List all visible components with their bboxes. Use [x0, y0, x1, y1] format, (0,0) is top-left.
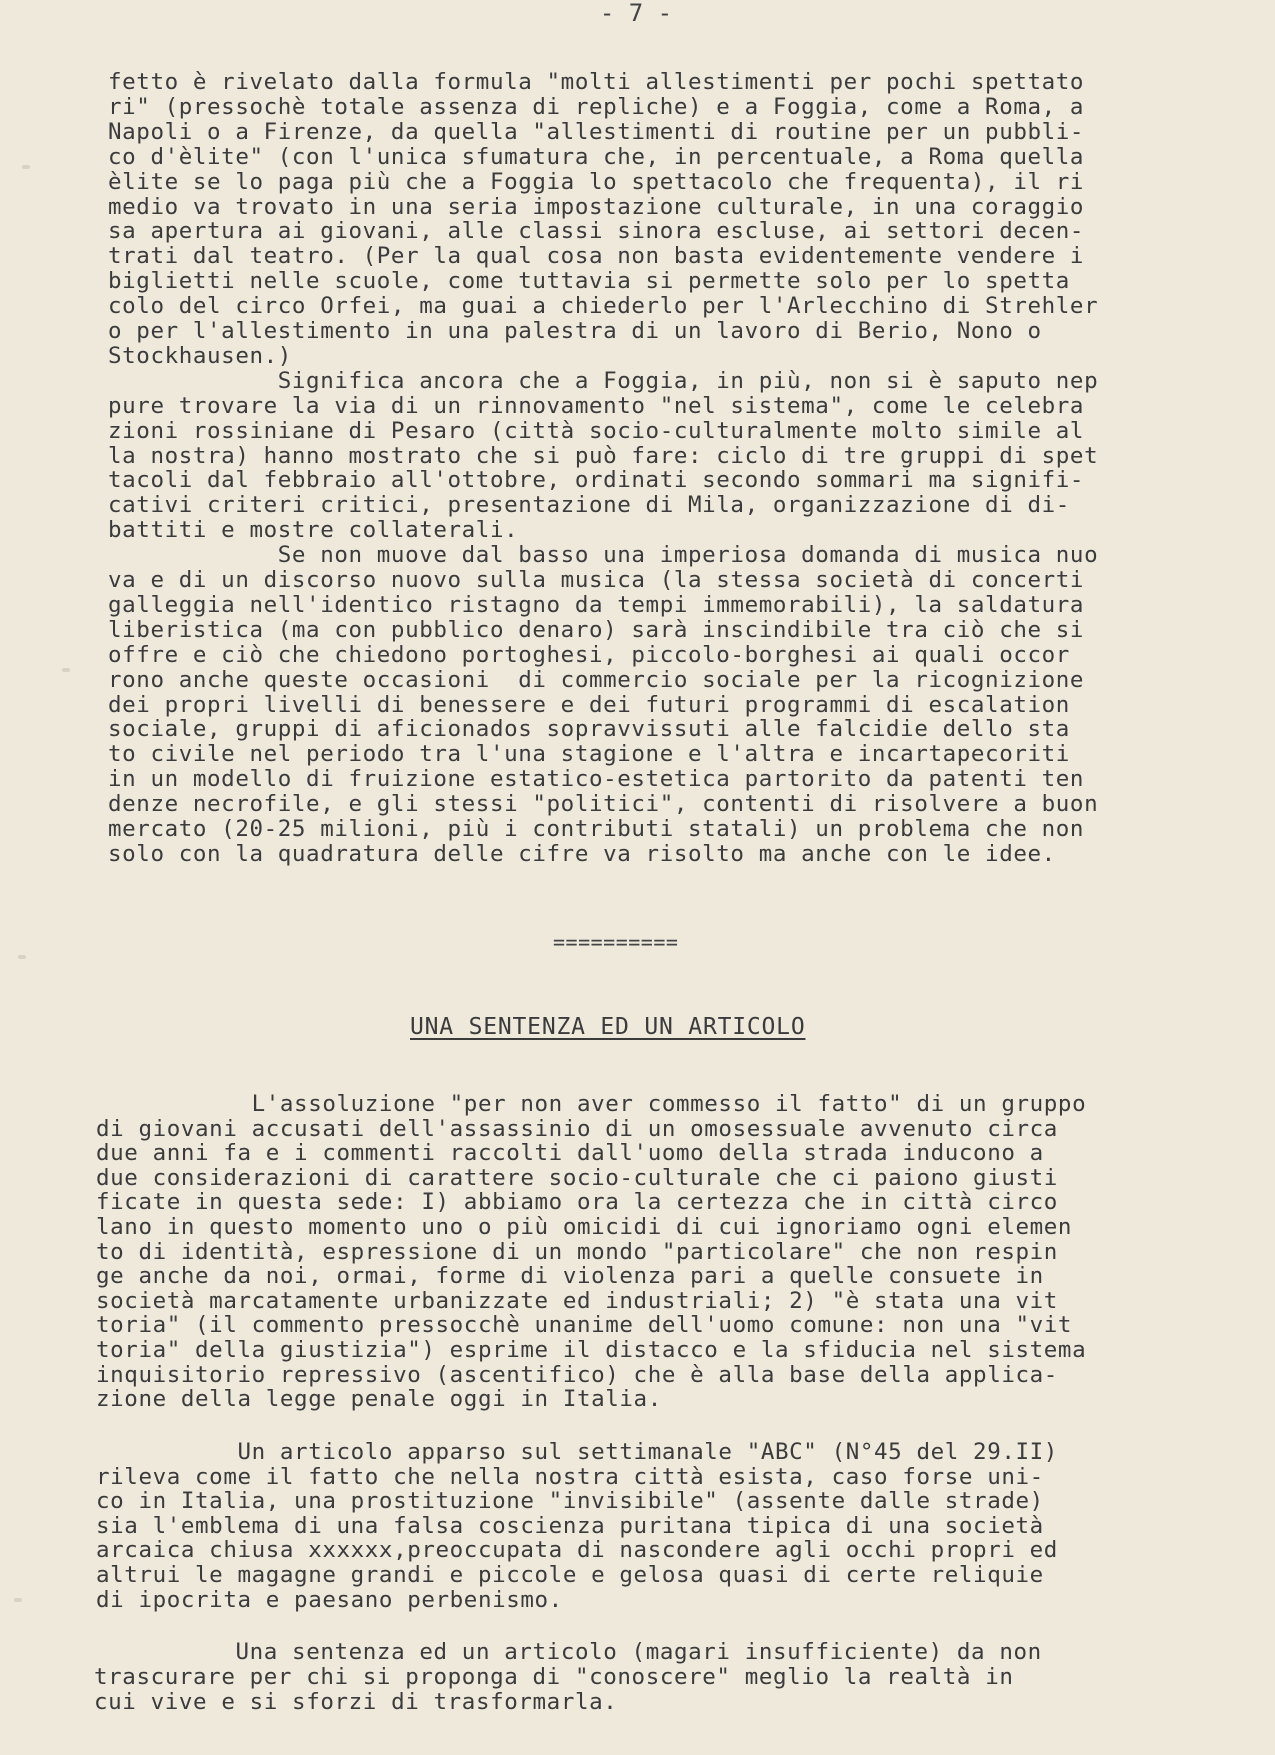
- text-line: Un articolo apparso sul settimanale "ABC" (N°45 del 29.II): [96, 1439, 1058, 1465]
- text-line: va e di un discorso nuovo sulla musica (la stessa società di concerti: [108, 567, 1085, 593]
- text-line: di ipocrita e paesano perbenismo.: [96, 1586, 563, 1613]
- text-line: inquisitorio repressivo (ascentifico) che è alla base della applica-: [96, 1361, 1058, 1388]
- text-line: o per l'allestimento in una palestra di un lavoro di Berio, Nono o: [108, 318, 1042, 344]
- text-line: sa apertura ai giovani, alle classi sinora escluse, ai settori decen-: [108, 218, 1085, 245]
- text-line: di giovani accusati dell'assassinio di un omosessuale avvenuto circa: [96, 1115, 1058, 1142]
- text-line: in un modello di fruizione estatico-estetica partorito da patenti ten: [108, 766, 1085, 793]
- text-line: Significa ancora che a Foggia, in più, non si è saputo nep: [108, 367, 1099, 394]
- text-line: colo del circo Orfei, ma guai a chiederlo per l'Arlecchino di Strehler: [108, 293, 1099, 320]
- punch-mark: [22, 165, 30, 169]
- text-line: ri" (pressochè totale assenza di repliche) e a Foggia, come a Roma, a: [108, 93, 1085, 120]
- text-line: la nostra) hanno mostrato che si può fare: ciclo di tre gruppi di spet: [108, 442, 1099, 469]
- text-line: L'assoluzione "per non aver commesso il fatto" di un gruppo: [96, 1091, 1087, 1117]
- text-line: toria" (il commento pressocchè unanime dell'uomo comune: non una "vit: [96, 1312, 1073, 1339]
- text-line: lano in questo momento uno o più omicidi di cui ignoriamo ogni elemen: [96, 1214, 1073, 1240]
- text-line: liberistica (ma con pubblico denaro) sarà inscindibile tra ciò che si: [108, 616, 1085, 643]
- text-line: cui vive e si sforzi di trasformarla.: [94, 1689, 618, 1715]
- text-line: altrui le magagne grandi e piccole e gelosa quasi di certe reliquie: [96, 1562, 1044, 1588]
- text-line: solo con la quadratura delle cifre va risolto ma anche con le idee.: [108, 840, 1056, 867]
- text-line: trascurare per chi si proponga di "conoscere" meglio la realtà in: [94, 1664, 1014, 1690]
- text-line: to di identità, espressione di un mondo "particolare" che non respin: [96, 1238, 1058, 1265]
- text-line: zione della legge penale oggi in Italia.: [96, 1386, 662, 1413]
- text-line: rono anche queste occasioni di commercio sociale per la ricognizione: [108, 666, 1085, 693]
- text-line: due anni fa e i commenti raccolti dall'uomo della strada inducono a: [96, 1140, 1044, 1167]
- page-number: - 7 -: [599, 0, 673, 27]
- text-line: galleggia nell'identico ristagno da tempi immemorabili), la saldatura: [108, 591, 1085, 618]
- text-line: offre e ciò che chiedono portoghesi, piccolo-borghesi ai quali occor: [108, 641, 1070, 668]
- text-line: Se non muove dal basso una imperiosa domanda di musica nuo: [108, 542, 1099, 569]
- text-line: Napoli o a Firenze, da quella "allestimenti di routine per un pubbli-: [108, 118, 1085, 145]
- text-line: dei propri livelli di benessere e dei futuri programmi di escalation: [108, 691, 1070, 718]
- text-line: co d'èlite" (con l'unica sfumatura che, in percentuale, a Roma quella: [108, 143, 1085, 170]
- text-line: battiti e mostre collaterali.: [108, 517, 519, 544]
- text-line: rileva come il fatto che nella nostra città esista, caso forse uni-: [96, 1463, 1044, 1490]
- text-line: fetto è rivelato dalla formula "molti allestimenti per pochi spettato: [108, 69, 1085, 95]
- text-line: toria" della giustizia") esprime il distacco e la sfiducia nel sistema: [96, 1337, 1087, 1363]
- text-line: ge anche da noi, ormai, forme di violenza pari a quelle consuete in: [96, 1263, 1044, 1290]
- text-line: arcaica chiusa xxxxxx,preoccupata di nascondere agli occhi propri ed: [96, 1537, 1058, 1564]
- section-separator: ==========: [553, 930, 679, 954]
- text-line: sociale, gruppi di aficionados sopravvissuti alle falcidie dello sta: [108, 716, 1070, 743]
- text-line: trati dal teatro. (Per la qual cosa non basta evidentemente vendere i: [108, 243, 1085, 270]
- punch-mark: [14, 1598, 22, 1602]
- text-line: pure trovare la via di un rinnovamento "nel sistema", come le celebra: [108, 392, 1085, 419]
- text-line: èlite se lo paga più che a Foggia lo spettacolo che frequenta), il ri: [108, 168, 1085, 195]
- punch-mark: [62, 668, 70, 672]
- text-line: mercato (20-25 milioni, più i contributi statali) un problema che non: [108, 816, 1085, 842]
- text-line: sia l'emblema di una falsa coscienza puritana tipica di una società: [96, 1512, 1044, 1539]
- text-line: zioni rossiniane di Pesaro (città socio-culturalmente molto simile al: [108, 417, 1085, 444]
- text-line: cativi criteri critici, presentazione di Mila, organizzazione di di-: [108, 492, 1070, 519]
- text-line: tacoli dal febbraio all'ottobre, ordinati secondo sommari ma signifi-: [108, 467, 1085, 494]
- text-line: Una sentenza ed un articolo (magari insufficiente) da non: [94, 1639, 1042, 1665]
- punch-mark: [18, 955, 26, 959]
- text-line: to civile nel periodo tra l'una stagione e l'altra e incartapecoriti: [108, 741, 1070, 768]
- text-line: denze necrofile, e gli stessi "politici", contenti di risolvere a buon: [108, 791, 1099, 818]
- text-line: biglietti nelle scuole, come tuttavia si permette solo per lo spetta: [108, 268, 1070, 295]
- text-line: società marcatamente urbanizzate ed industriali; 2) "è stata una vit: [96, 1287, 1058, 1314]
- text-line: ficate in questa sede: I) abbiamo ora la certezza che in città circo: [96, 1189, 1058, 1216]
- text-line: due considerazioni di carattere socio-culturale che ci paiono giusti: [96, 1164, 1058, 1191]
- text-line: Stockhausen.): [108, 342, 292, 369]
- text-line: medio va trovato in una seria impostazione culturale, in una coraggio: [108, 193, 1085, 220]
- text-line: co in Italia, una prostituzione "invisibile" (assente dalle strade): [96, 1488, 1044, 1515]
- section-heading: UNA SENTENZA ED UN ARTICOLO: [410, 1014, 806, 1040]
